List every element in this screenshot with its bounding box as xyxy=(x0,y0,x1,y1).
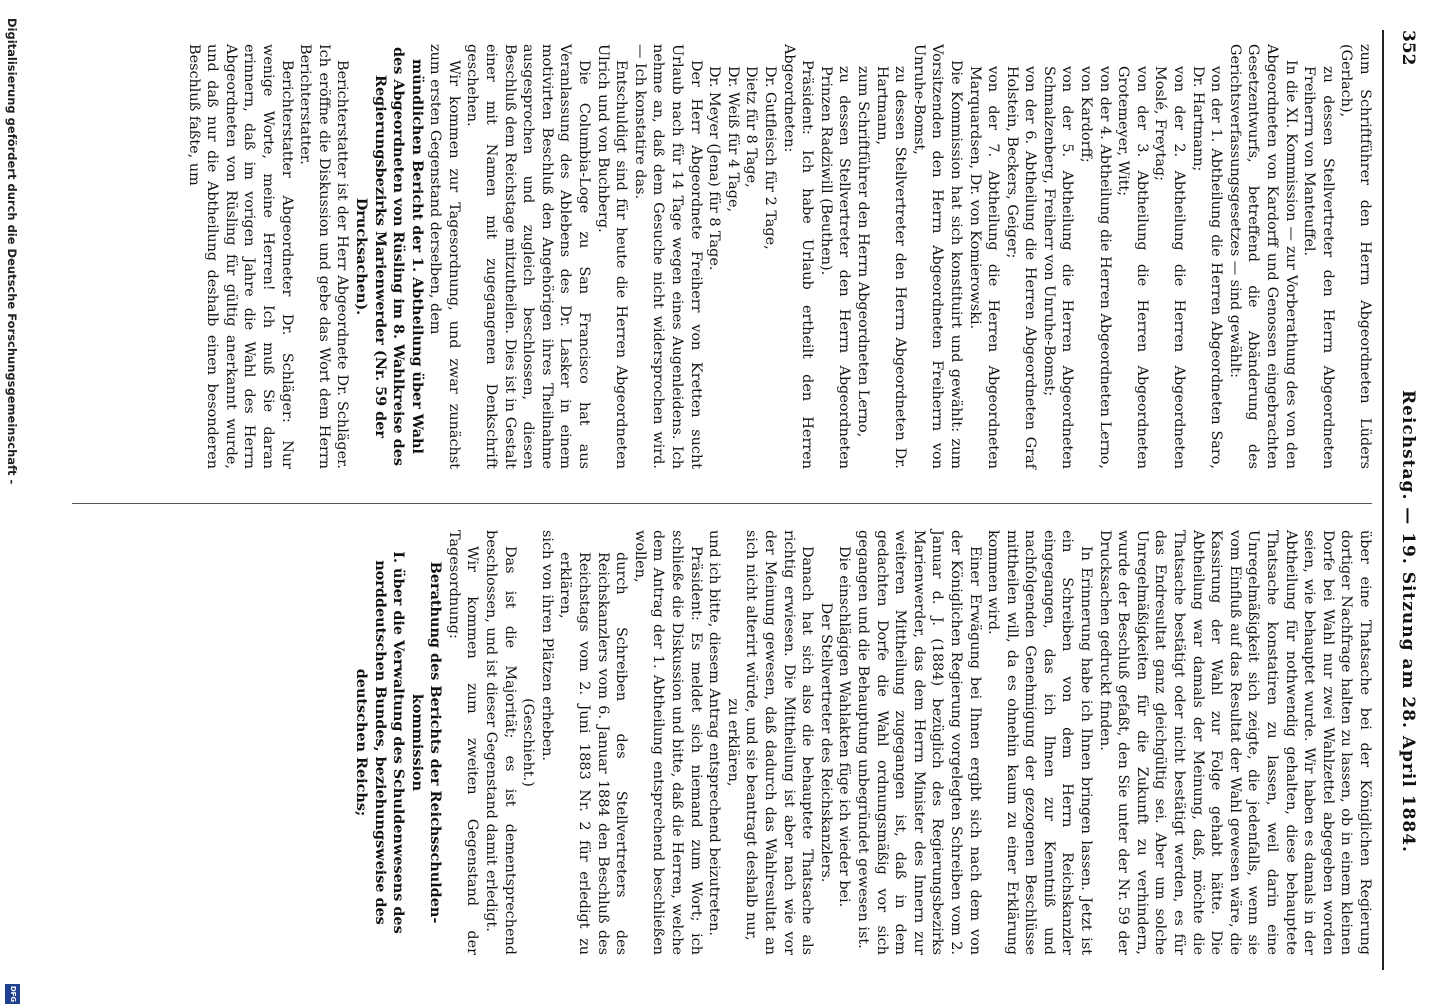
paragraph: Die Kommission hat sich konstituirt und gewählt: zum Vorsitzenden den Herrn Abgeordneten Freiherrn von Unruhe-Bomst, xyxy=(910,44,964,469)
paragraph: zum Schriftführer den Herrn Abgeordneten Lerno, xyxy=(854,66,871,438)
agenda-item-heading: I. über die Verwaltung des Schuldenwesens des norddeutschen Bundes, beziehungsweise des deutschen Reichs; xyxy=(352,551,408,934)
paragraph: Danach hat sich also die behauptete Thatsache als richtig erwiesen. Die Mittheilung ist aber nach wie vor der Meinung gewesen, daß dadurch das Wahlresultat an sich nicht alterirt würde, und sie beantragt deshalb nur, xyxy=(743,530,816,955)
paragraph: Dietz für 8 Tage, xyxy=(743,66,760,188)
paragraph: zu erklären, xyxy=(724,698,741,787)
paragraph: von der 6. Abtheilung die Herren Abgeordneten Graf Holstein, Beckers, Geiger; xyxy=(1003,66,1039,469)
paragraph: Präsident: Es meldet sich niemand zum Wort; ich schließe die Diskussion und bitte, daß die Herren, welche dem Antrag der 1. Abtheilung entsprechend beschließen wollen, xyxy=(631,530,704,955)
digitization-footer xyxy=(0,0,22,1003)
right-column xyxy=(351,530,1374,955)
left-column xyxy=(184,44,1374,469)
paragraph: Das ist die Majorität; es ist dementsprechend beschlossen, und ist dieser Gegenstand damit erledigt. xyxy=(483,530,518,955)
agenda-item-heading: mündlichen Bericht der 1. Abtheilung über Wahl des Abgeordneten von Rüsling im 8. Wahlkreise des Regierungsbezirks Marienwerder (Nr. 59 der Drucksachen). xyxy=(352,47,426,466)
paragraph: Der Herr Abgeordnete Freiherr von Kretten sucht Urlaub nach für 14 Tage wegen eines Augenleidens. Ich nehme an, daß dem Gesuche nicht widersprochen wird. — Ich konstatire das. xyxy=(631,44,704,469)
paragraph: (Geschieht.) xyxy=(520,698,537,787)
paragraph: von der 1. Abtheilung die Herren Abgeordneten Saro, Dr. Hartmann; xyxy=(1189,66,1225,469)
paragraph: Dr. Meyer (Jena) für 8 Tage. xyxy=(706,66,723,271)
paragraph: über eine Thatsache bei der Königlichen Regierung dortiger Nachfrage halten zu lassen, ob in einem kleinen Dorfe bei Wahl nur zwei Wahlzettel abgegeben worden seien, wie behauptet wurde. Wir haben es damals in der Abtheilung für nothwendig gehalten, diese behauptete Thatsache konstatiren zu lassen, weil darin eine Unregelmäßigkeit sich zeigte, die jedenfalls, wenn sie vom Einfluß auf das Resultat der Wahl gewesen wäre, die Kassirung der Wahl zur Folge gehabt hätte. Die Abtheilung war damals der Meinung, daß, möchte die Thatsache bestätigt oder nicht bestätigt werden, es für das Endresultat ganz gleichgültig sei. Aber um solche Unregelmäßigkeiten für die Zukunft zu verhindern, wurde der Beschluß gefaßt, den Sie unter der Nr. 59 der Drucksachen gedruckt finden. xyxy=(1096,530,1373,955)
page-number: 352 xyxy=(1398,30,1418,66)
paragraph: sich von ihren Plätzen erheben. xyxy=(538,530,555,761)
paragraph: Die Columbia-Loge zu San Francisco hat aus Veranlassung des Ablebens des Dr. Lasker in einem motivirten Beschluß den Angehörigen ihres Theilnahme ausgesprochen und zugleich beschlossen, diesen Beschluß dem Reichstage mitzutheilen. Dies ist in Gestalt einer mit Namen mit zugegangenen Denkschrift geschehen. xyxy=(464,44,593,469)
signature-line: Der Stellvertreter des Reichskanzlers. xyxy=(817,602,834,883)
paragraph: Einer Erwägung bei Ihnen ergibt sich nach dem von der Königlichen Regierung vorgelegten Schreiben vom 2. Januar d. J. (1884) bezüglich des Regierungsbezirks Marienwerder, das dem Herrn Minister des Innern zur weiteren Mittheilung zugegangen ist, daß in dem gedachten Dorfe die Wahl ordnungsmäßig vor sich gegangen und die Behauptung unbegründet gewesen ist. xyxy=(854,530,983,955)
dfg-logo-icon: DFG xyxy=(5,984,20,1004)
paragraph: Entschuldigt sind für heute die Herren Abgeordneten Ulrich und von Buchberg. xyxy=(594,44,630,469)
running-head: Reichstag. — 19. Sitzung am 28. April 1884. xyxy=(1398,390,1418,853)
paragraph: Wir kommen zum zweiten Gegenstand der Tagesordnung: xyxy=(445,530,481,955)
paragraph: durch Schreiben des Stellvertreters des Reichskanzlers vom 6. Januar 1884 den Beschluß des Reichstags vom 2. Juni 1883 Nr. 2 für erledigt zu erklären, xyxy=(557,552,630,955)
paragraph: von der 7. Abtheilung die Herren Abgeordneten Marquardsen, Dr. von Komierowski. xyxy=(966,66,1002,469)
paragraph: Dr. Gutfleisch für 2 Tage, xyxy=(762,66,778,250)
paragraph: zu dessen Stellvertreter den Herrn Abgeordneten Freiherrn von Manteuffel. xyxy=(1301,66,1336,469)
paragraph: von der 2. Abtheilung die Herren Abgeordneten Moslé, Freytag; xyxy=(1152,66,1188,469)
paragraph: von der 4. Abtheilung die Herren Abgeordneten Lerno, von Kardorff; xyxy=(1078,66,1113,469)
column-rule xyxy=(72,503,1372,504)
footer-credit: Digitalisierung gefördert durch die Deutsche Forschungsgemeinschaft - xyxy=(5,18,19,485)
paragraph: von der 3. Abtheilung die Herren Abgeordneten Grotemeyer, Witt; xyxy=(1115,66,1150,469)
paragraph: Die einschlägigen Wahlakten füge ich wieder bei. xyxy=(836,546,853,908)
paragraph: und ich bitte, diesem Antrag entsprechend beizutreten. xyxy=(706,530,723,936)
paragraph: zu dessen Stellvertreter den Herrn Abgeordneten Dr. Hartmann, xyxy=(873,66,909,469)
paragraph: von der 5. Abtheilung die Herren Abgeordneten Schmalzenberg, Freiherr von Unruhe-Bomst; xyxy=(1040,66,1076,469)
paragraph: Wir kommen zur Tagesordnung, und zwar zunächst zum ersten Gegenstand derselben, dem xyxy=(427,44,462,469)
agenda-item-heading: Berathung des Berichts der Reichsschulden-kommission xyxy=(408,561,445,924)
paragraph: Dr. Weiß für 4 Tage, xyxy=(724,66,741,213)
paragraph: In Erinnerung habe ich Ihnen bringen lassen. Jetzt ist ein Schreiben von dem Herrn Reichskanzler eingegangen, das ich Ihnen zur Kenntniß und nachfolgenden Genehmigung der gezogenen Beschlüsse mittheilen will, da es ohnehin kaum zu einer Erklärung kommen wird. xyxy=(985,530,1095,955)
paragraph: Präsident: Ich habe Urlaub ertheilt den Herren Abgeordneten: xyxy=(780,44,816,469)
paragraph: zu dessen Stellvertreter den Herrn Abgeordneten Prinzen Radziwill (Beuthen). xyxy=(817,66,853,469)
paragraph: Berichterstatter ist der Herr Abgeordnete Dr. Schläger. Ich eröffne die Diskussion und gebe das Wort dem Herrn Berichterstatter. xyxy=(297,44,351,469)
header-rule xyxy=(1382,30,1384,970)
paragraph: zum Schriftführer den Herrn Abgeordneten Lüders (Gerlach), xyxy=(1338,44,1373,469)
paragraph: In die XI. Kommission — zur Vorberathung des von den Abgeordneten von Kardorff und Genossen eingebrachten Gesetzentwurfs, betreffend die Abänderung des Gerichtsverfassungsgesetzes — sind gewählt: xyxy=(1226,44,1299,469)
paragraph: Berichterstatter Abgeordneter Dr. Schläger: Nur wenige Worte, meine Herren! Ich muß Sie daran erinnern, daß im vorigen Jahre die Wahl des Herrn Abgeordneten von Rüsling für gültig anerkannt wurde, und daß nur die Abtheilung deshalb einen besonderen Beschluß faßte, um xyxy=(185,44,295,469)
